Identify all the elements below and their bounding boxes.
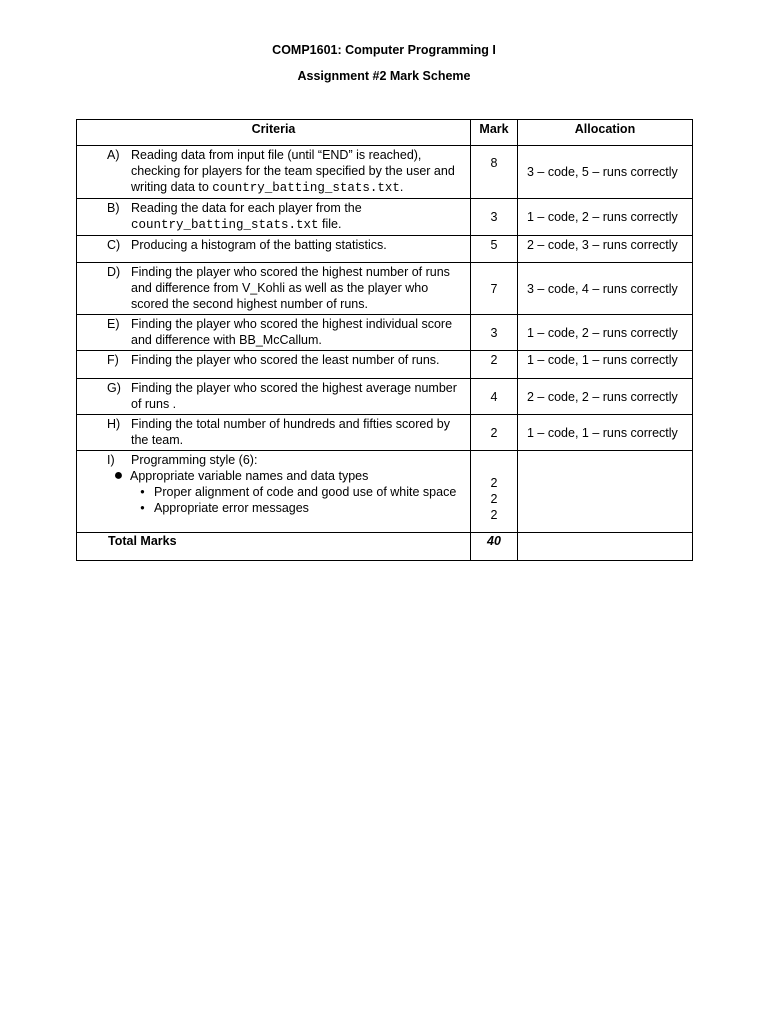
- row-letter: D): [107, 265, 121, 279]
- criteria-cell: [77, 379, 471, 415]
- style-item-text: Proper alignment of code and good use of white space: [154, 485, 457, 499]
- allocation-cell: 1 – code, 1 – runs correctly: [518, 351, 693, 379]
- criteria-header: Criteria: [77, 120, 471, 146]
- allocation-cell: 1 – code, 2 – runs correctly: [518, 315, 693, 351]
- filename-code: country_batting_stats.txt: [212, 181, 400, 195]
- allocation-cell: [518, 451, 693, 533]
- table-row: [77, 415, 693, 451]
- mark-cell: [471, 451, 518, 533]
- criteria-text: Finding the player who scored the highest average number of runs .: [131, 381, 457, 411]
- criteria-text: Finding the player who scored the least number of runs.: [131, 353, 440, 367]
- mark-cell: 2: [471, 415, 518, 451]
- style-item: [107, 468, 466, 484]
- mark-cell: 4: [471, 379, 518, 415]
- mark-cell: 8: [471, 146, 518, 199]
- criteria-text: Reading data from input file (until “END” is reached), checking for players for the team specified by the user and writing data to country_batting_stats.txt.: [131, 148, 455, 195]
- mark-cell: 2: [471, 351, 518, 379]
- table-row: [77, 451, 693, 533]
- table-row: [77, 263, 693, 315]
- row-letter: B): [107, 201, 120, 215]
- criteria-cell: [77, 415, 471, 451]
- mark-scheme-table: [76, 119, 693, 561]
- criteria-text: Reading the data for each player from the country_batting_stats.txt file.: [131, 201, 362, 232]
- table-row: [77, 315, 693, 351]
- table-row: [77, 199, 693, 236]
- criteria-text: Finding the player who scored the highest number of runs and difference from V_Kohli as well as the player who scored the second highest number of runs.: [131, 265, 450, 311]
- criteria-cell: [77, 451, 471, 533]
- criteria-cell: [77, 263, 471, 315]
- criteria-cell: [77, 315, 471, 351]
- sub-mark: 2: [490, 476, 498, 490]
- total-allocation-cell: [518, 533, 693, 561]
- criteria-cell: [77, 199, 471, 236]
- table-header-row: [77, 120, 693, 146]
- sub-mark: 2: [490, 508, 498, 522]
- criteria-text: [113, 452, 466, 516]
- style-heading: Programming style (6):: [131, 453, 258, 467]
- mark-cell: 3: [471, 315, 518, 351]
- table-row: [77, 146, 693, 199]
- row-letter: F): [107, 353, 119, 367]
- table-row: [77, 351, 693, 379]
- bullet-icon: ●: [113, 467, 124, 484]
- row-letter: A): [107, 148, 120, 162]
- criteria-text: Producing a histogram of the batting statistics.: [131, 238, 387, 252]
- style-item: [131, 500, 466, 516]
- mark-cell: 7: [471, 263, 518, 315]
- allocation-cell: 1 – code, 2 – runs correctly: [518, 199, 693, 236]
- mark-header: Mark: [471, 120, 518, 146]
- row-letter: G): [107, 381, 121, 395]
- allocation-header: Allocation: [518, 120, 693, 146]
- style-item-text: Appropriate variable names and data types: [130, 469, 369, 483]
- sub-mark: 2: [490, 492, 498, 506]
- allocation-cell: 3 – code, 4 – runs correctly: [518, 263, 693, 315]
- document-title: COMP1601: Computer Programming I: [272, 43, 496, 57]
- criteria-text: Finding the player who scored the highest individual score and difference with BB_McCallum.: [131, 317, 453, 347]
- filename-code: country_batting_stats.txt: [131, 218, 319, 232]
- row-letter: E): [107, 317, 120, 331]
- table-row: [77, 236, 693, 263]
- criteria-cell: [77, 351, 471, 379]
- style-item: [131, 484, 466, 500]
- criteria-cell: [77, 236, 471, 263]
- allocation-cell: 3 – code, 5 – runs correctly: [518, 146, 693, 199]
- total-value: 40: [471, 533, 518, 561]
- row-letter: H): [107, 417, 121, 431]
- allocation-cell: 2 – code, 2 – runs correctly: [518, 379, 693, 415]
- allocation-cell: 1 – code, 1 – runs correctly: [518, 415, 693, 451]
- bullet-icon: •: [140, 485, 145, 499]
- document-subtitle: Assignment #2 Mark Scheme: [297, 69, 471, 83]
- allocation-cell: 2 – code, 3 – runs correctly: [518, 236, 693, 263]
- mark-cell: 3: [471, 199, 518, 236]
- criteria-cell: [77, 146, 471, 199]
- total-row: [77, 533, 693, 561]
- mark-cell: 5: [471, 236, 518, 263]
- row-letter: C): [107, 238, 121, 252]
- row-letter: I): [107, 453, 115, 467]
- style-item-text: Appropriate error messages: [154, 501, 309, 515]
- criteria-text: Finding the total number of hundreds and fifties scored by the team.: [131, 417, 450, 447]
- total-label: Total Marks: [77, 533, 471, 561]
- table-row: [77, 379, 693, 415]
- bullet-icon: •: [140, 501, 145, 515]
